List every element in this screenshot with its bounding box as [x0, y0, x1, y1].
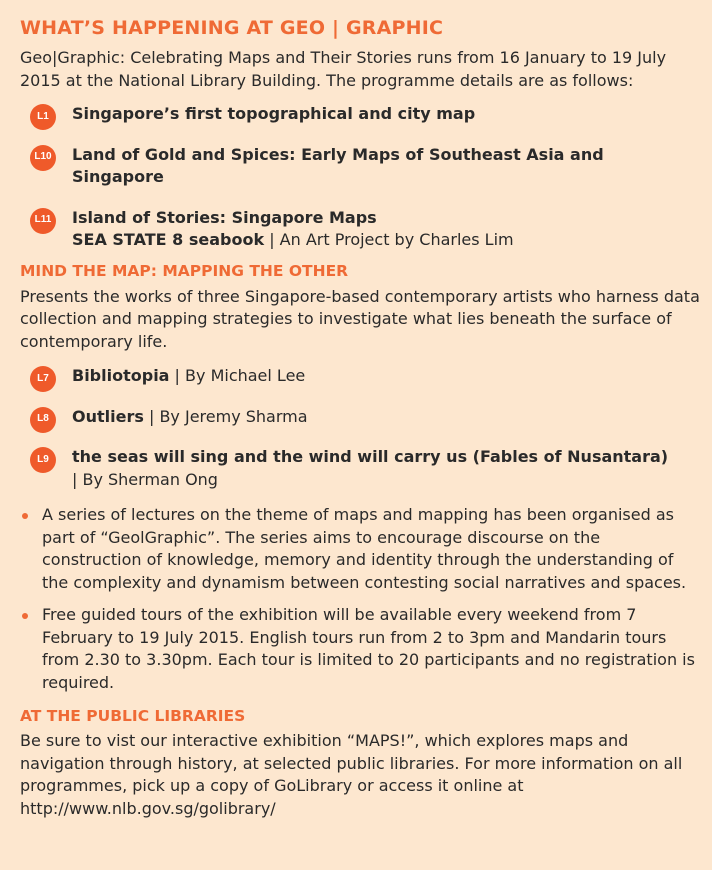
location-badge: L9 [30, 447, 56, 473]
mind-text: Presents the works of three Singapore-based contemporary artists who harness data collection and mapping strategies to investigate what lies beneath the surface of contemporary life. [20, 286, 700, 351]
libraries-text [20, 730, 700, 820]
artwork-artist: | By Sherman Ong [72, 469, 218, 489]
location-credit: | An Art Project by Charles Lim [264, 230, 514, 249]
location-badge: L7 [30, 366, 56, 392]
section-heading-mind-the-map: MIND THE MAP: MAPPING THE OTHER [20, 261, 349, 280]
location-badge: L11 [30, 208, 56, 234]
location-badge: L1 [30, 104, 56, 130]
bullet-text: Free guided tours of the exhibition will be available every weekend from 7 February to 19 July 2015. English tours run from 2 to 3pm and Mandarin tours from 2.30 to 3.30pm. Each tour is limited to 20 participants and no registration is required. [42, 605, 695, 692]
bullet-item [20, 504, 700, 594]
bullet-dot-icon [22, 513, 28, 519]
intro-text: Geo|Graphic: Celebrating Maps and Their Stories runs from 16 January to 19 July 2015 at the National Library Building. The programme details are as follows: [20, 48, 667, 90]
artwork-artist: | By Jeremy Sharma [143, 406, 308, 426]
artwork-title: the seas will sing and the wind will carry us (Fables of Nusantara) [72, 447, 669, 466]
artwork-item [20, 365, 700, 388]
artwork-item [20, 406, 700, 429]
page-title: WHAT’S HAPPENING AT GEO | GRAPHIC [20, 17, 444, 39]
bullet-dot-icon [22, 613, 28, 619]
bullet-item [20, 604, 700, 694]
artwork-title: Bibliotopia [72, 366, 170, 385]
location-title: Land of Gold and Spices: Early Maps of Southeast Asia and Singapore [72, 144, 604, 186]
artwork-title: Outliers [72, 406, 144, 426]
artwork-artist: | By Michael Lee [169, 366, 306, 385]
location-badge: L8 [30, 407, 56, 433]
bullet-text: A series of lectures on the theme of maps and mapping has been organised as part of “GeolGraphic”. The series aims to encourage discourse on the construction of knowledge, memory and identity through the understanding of the complexity and dynamism between contesting social narratives and spaces. [42, 505, 687, 592]
location-title: Singapore’s first topographical and city map [72, 104, 476, 123]
location-badge: L10 [30, 145, 56, 171]
location-item [20, 144, 700, 189]
section-heading-libraries: AT THE PUBLIC LIBRARIES [20, 707, 246, 725]
location-title: Island of Stories: Singapore Maps [72, 207, 377, 227]
artwork-item [20, 446, 700, 491]
location-item [20, 103, 700, 126]
location-subtitle: SEA STATE 8 seabook [72, 230, 265, 249]
article [20, 14, 700, 820]
libraries-body: Be sure to vist our interactive exhibition “MAPS!”, which explores maps and navigation through history, at selected public libraries. For more information on all programmes, pick up a copy of GoLibrary or access it online at [20, 731, 683, 795]
location-item [20, 207, 700, 252]
golibrary-link[interactable]: http://www.nlb.gov.sg/golibrary/ [20, 798, 276, 818]
